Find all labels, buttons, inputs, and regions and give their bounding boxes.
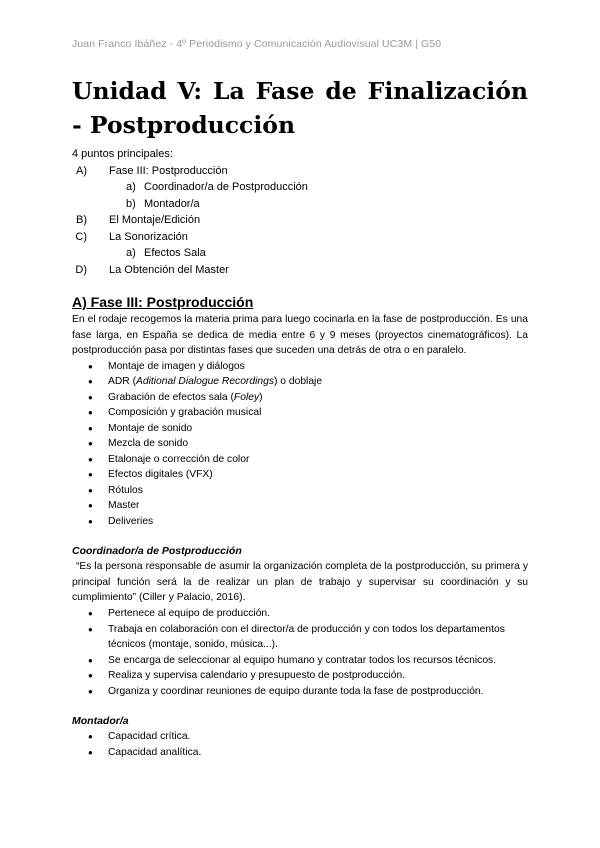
outline-subitem: a) Coordinador/a de Postproducción [126,181,308,193]
outline-item: A) Fase III: Postproducción [76,164,228,177]
list-item: ● ADR (Aditional Dialogue Recordings) o doblaje [72,374,528,390]
list-item: ● Capacidad crítica. [72,729,528,745]
subsection-heading: Montador/a [72,715,129,728]
postproduction-phases-list [72,359,528,530]
list-item: ● Capacidad analítica. [72,745,528,761]
section-paragraph: En el rodaje recogemos la materia prima para luego cocinarla en la fase de postproducción. Es una fase larga, en España se dedica de media entre 6 y 9 meses (proyectos cinematográficos). La postproducción pasa por distintas fases que suceden una detrás de otra o en paralelo. [72,314,528,357]
page-title: Unidad V: La Fase de Finalización - Postproducción [72,77,528,139]
list-item: ● Mezcla de sonido [72,436,528,452]
editor-skills-list [72,729,528,760]
list-item: ● Montaje de imagen y diálogos [72,359,528,375]
outline-list [72,163,528,279]
list-item: ● Realiza y supervisa calendario y presupuesto de postproducción. [72,668,528,684]
list-item: ● Efectos digitales (VFX) [72,467,528,483]
outline-subitem: a) Efectos Sala [126,247,206,259]
intro-text: 4 puntos principales: [72,148,173,160]
list-item: ● Montaje de sonido [72,421,528,437]
outline-subitem: b) Montador/a [126,197,200,210]
list-item: ● Grabación de efectos sala (Foley) [72,390,528,406]
outline-item: D) La Obtención del Master [75,263,229,276]
coordinator-quote: “Es la persona responsable de asumir la organización completa de la postproducción, su primera y principal función será la de realizar un plan de trabajo y supervisar su coordinación y su cumplimiento” (Ciller y Palacio, 2016). [72,561,528,604]
list-item: ● Etalonaje o corrección de color [72,452,528,468]
list-item: ● Composición y grabación musical [72,405,528,421]
outline-item: B) El Montaje/Edición [76,214,201,226]
list-item: ● Master [72,498,528,514]
list-item: ● Organiza y coordinar reuniones de equipo durante toda la fase de postproducción. [72,684,528,700]
list-item: ● Se encarga de seleccionar al equipo humano y contratar todos los recursos técnicos. [72,653,528,669]
page-header: Juan Franco Ibáñez - 4º Periodismo y Comunicación Audiovisual UC3M | G50 [72,38,442,50]
list-item: ● Pertenece al equipo de producción. [72,606,528,622]
section-heading: A) Fase III: Postproducción [72,294,254,310]
subsection-heading: Coordinador/a de Postproducción [72,545,242,558]
outline-item: C) La Sonorización [75,230,188,243]
list-item: ● Deliveries [72,514,528,530]
list-item: ● Rótulos [72,483,528,499]
list-item: ● Trabaja en colaboración con el director/a de producción y con todos los departamentos técnicos (montaje, sonido, música...). [72,622,528,653]
coordinator-duties-list [72,606,528,699]
document-body [72,74,528,760]
